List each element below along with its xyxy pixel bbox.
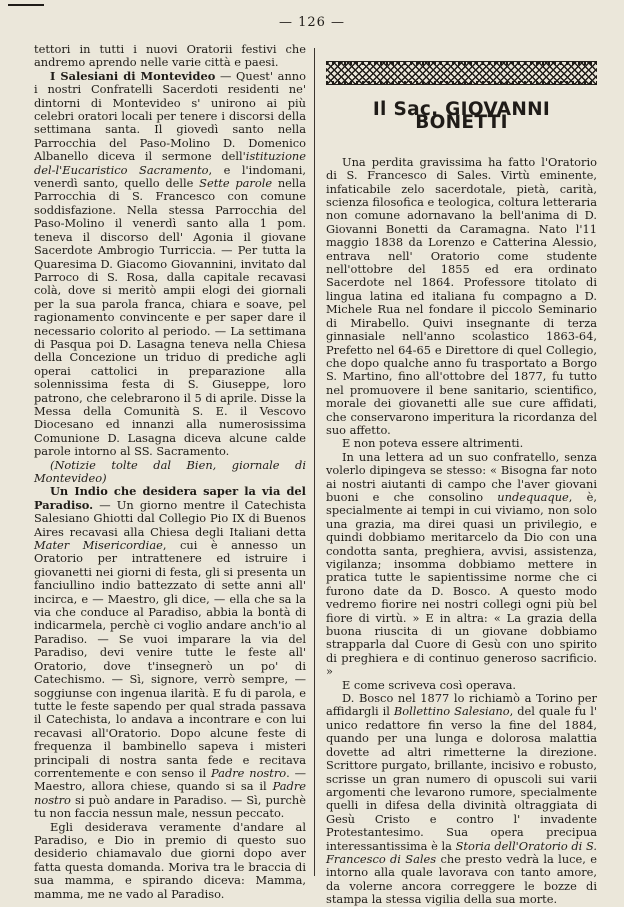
montevideo-article: [34, 70, 306, 459]
bonetti-italic: undequaque: [497, 489, 569, 504]
left-column: [34, 43, 306, 901]
indio-italic-1: Mater Misericordiae: [34, 538, 163, 553]
right-column: [326, 43, 597, 907]
bonetti-paragraph-4: E come scriveva così operava.: [342, 677, 516, 692]
indio-text: — Un giorno mentre il Catechista Salesiano Ghiotti dal Collegio Pio IX di Buenos Aires recavasi alla Chiesa degli Italiani detta: [34, 497, 306, 539]
bollettino-title: Bollettino Salesiano: [393, 704, 510, 719]
bonetti-text: , è, specialmente ai tempi in cui viviamo, non solo una grazia, ma direi quasi un privilegio, e quindi dobbiamo meritarcelo da Dio con una condotta santa, preghiera, avvisi, assistenza, vigilanza; insomma dobbiamo mettere in pratica tutte le sapientissime norme che ci furono date da D. Bosco. A questo modo vedremo fiorire nei nostri collegi ogni più bel fiore di virtù. » E in altra: « La grazia della buona riuscita di un giovane dobbiamo strapparla dal Cuore di Gesù con uno spirito di preghiera e di continuo generoso sacrificio. »: [326, 489, 597, 679]
page-number: — 126 —: [278, 15, 346, 30]
montevideo-italic-1: istituzione del-l'Eucaristico Sacramento: [34, 149, 306, 177]
bonetti-paragraph-1: Una perdita gravissima ha fatto l'Oratorio di S. Francesco di Sales. Virtù eminente, infaticabile zelo sacerdotale, pietà, carità, scienza filosofica e teologica, coltura letteraria non comune adornavano la bell'anima di D. Giovanni Bonetti da Caramagna. Nato l'11 maggio 1838 da Lorenzo e Catterina Alessio, entrava nell' Oratorio come studente nell'ottobre del 1855 ed era ordinato Sacerdote nel 1864. Professore titolato di lingua latina ed italiana fu compagno a D. Michele Rua nel fondare il piccolo Seminario di Mirabello. Quivi insegnante di terza ginnasiale nell'anno scolastico 1863-64, Prefetto nel 64-65 e Direttore di quel Collegio, che dopo qualche anno fu trasportato a Borgo S. Martino, fino all'ottobre del 1877, fu tutto nel promuovere il bene sanitario, scientifico, morale dei giovanetti alle sue cure affidati, che conservarono imperitura la ricordanza del suo affetto.: [326, 154, 597, 437]
article-title: Il Sac. GIOVANNI BONETTI: [372, 99, 551, 134]
indio-text: , cui è annesso un Oratorio per intrattenere ed istruire i giovanetti nei giorni di festa, gli si presenta un fanciullino indio battezzato di sette anni all' incirca, e — Maestro, gli dice, — ella che sa la via che conduce al Paradiso, abbia la bontà di indicarmela, perchè ci voglio andare anch'io al Paradiso. — Se vuoi imparare la via del Paradiso, devi venire tutte le feste all' Oratorio, dove t'insegnerò un po' di Catechismo. — Sì, signore, verrò sempre, — soggiunse con ingenua ilarità. E fu di parola, e tutte le feste sapendo per qual strada passava il Catechista, lo andava a incontrare e con lui recavasi all'Oratorio. Dopo alcune feste di frequenza il bambinello sapeva i misteri principali di nostra santa fede e recitava correntemente e con senso il: [34, 538, 306, 780]
indio-heading: Un Indio che desidera saper la via del Paradiso.: [34, 484, 306, 512]
bonetti-text: , del quale fu l' unico redattore fin verso la fine del 1884, quando per una lunga e dolorosa malattia dovette ad altri rimetterne la direzione. Scrittore purgato, brillante, incisivo e robusto, scrisse un gran numero di opuscoli sui varii argomenti che levarono rumore, specialmente quelli in difesa della divinità oltraggiata di Gesù Cristo e contro l' invadente Protestantesimo. Sua opera precipua interessantissima è la: [326, 704, 597, 853]
montevideo-text: nella Parrocchia di S. Francesco con comune soddisfazione. Nella stessa Parrocchia del Paso-Molino il venerdì santo alla 1 pom. teneva il discorso dell' Agonia il giovane Sacerdote Ambrogio Turriccia. — Per tutta la Quaresima D. Giacomo Giovannini, invitato dal Parroco di S. Rosa, dalla capitale recavasi colà, dove si meritò ampii elogi dei giornali per la sua parola franca, chiara e soave, pel ragionamento convincente e per saper dare il necessario colorito al periodo. — La settimana di Pasqua poi D. Lasagna teneva nella Chiesa della Concezione un triduo di prediche agli operai cattolici in preparazione alla solennissima festa di S. Giuseppe, loro patrono, che celebrarono il 5 di aprile. Disse la Messa della Comunità S. E. il Vescovo Diocesano ed innanzi alla numerosissima Comunione D. Lasagna diceva alcune calde parole intorno al SS. Sacramento.: [34, 176, 307, 459]
bonetti-paragraph-5: [326, 692, 597, 907]
montevideo-text: — Quest' anno i nostri Confratelli Sacerdoti residenti ne' dintorni di Montevideo s' unirono ai più celebri oratori locali per tenere i discorsi della settimana santa. Il giovedì santo nella Parrocchia del Paso-Molino D. Domenico Albanello diceva il sermone dell': [34, 68, 306, 164]
montevideo-source: (Notizie tolte dal Bien, giornale di Montevideo): [34, 457, 306, 485]
montevideo-text: , e l'indomani, venerdì santo, quello delle: [34, 162, 307, 191]
ornamental-border: [326, 61, 597, 85]
indio-article: [34, 485, 306, 820]
storia-title: Storia dell'Oratorio di S. Francesco di Sales: [326, 838, 597, 866]
bonetti-text: In una lettera ad un suo confratello, senza volerlo dipingeva se stesso: « Bisogna far noto ai nostri aiutanti di campo che l'aver giovani buoni e che consolino: [326, 449, 597, 504]
indio-text: si può andare in Paradiso. — Sì, purchè tu non faccia nessun male, nessun peccato.: [34, 792, 306, 821]
column-divider: [314, 48, 315, 876]
indio-italic-3: Padre nostro: [34, 779, 306, 807]
indio-text: . — Maestro, allora chiese, quando si sa il: [34, 765, 306, 794]
intro-paragraph: tettori in tutti i nuovi Oratorii festivi che andremo aprendo nelle varie città e paesi.: [34, 42, 306, 70]
indio-italic-2: Padre nostro: [211, 765, 287, 780]
indio-paragraph-2: Egli desiderava veramente d'andare al Paradiso, e Dio in premio di questo suo desiderio chiamavalo due giorni dopo aver fatta questa domanda. Moriva tra le braccia di sua mamma, e spirando diceva: Mamma, mamma, me ne vado al Paradiso.: [34, 819, 306, 901]
montevideo-italic-2: Sette parole: [199, 176, 273, 191]
montevideo-heading: I Salesiani di Montevideo: [50, 68, 216, 83]
bonetti-text: che presto vedrà la luce, e intorno alla quale lavorava con tanto amore, da volerne ancora correggere le bozze di stampa la stessa vigilia della sua morte.: [326, 851, 597, 907]
bonetti-paragraph-2: E non poteva essere altrimenti.: [342, 436, 524, 451]
top-rule: [8, 4, 44, 6]
bonetti-paragraph-3: [326, 451, 597, 679]
bonetti-text: D. Bosco nel 1877 lo richiamò a Torino per affidargli il: [326, 691, 597, 719]
